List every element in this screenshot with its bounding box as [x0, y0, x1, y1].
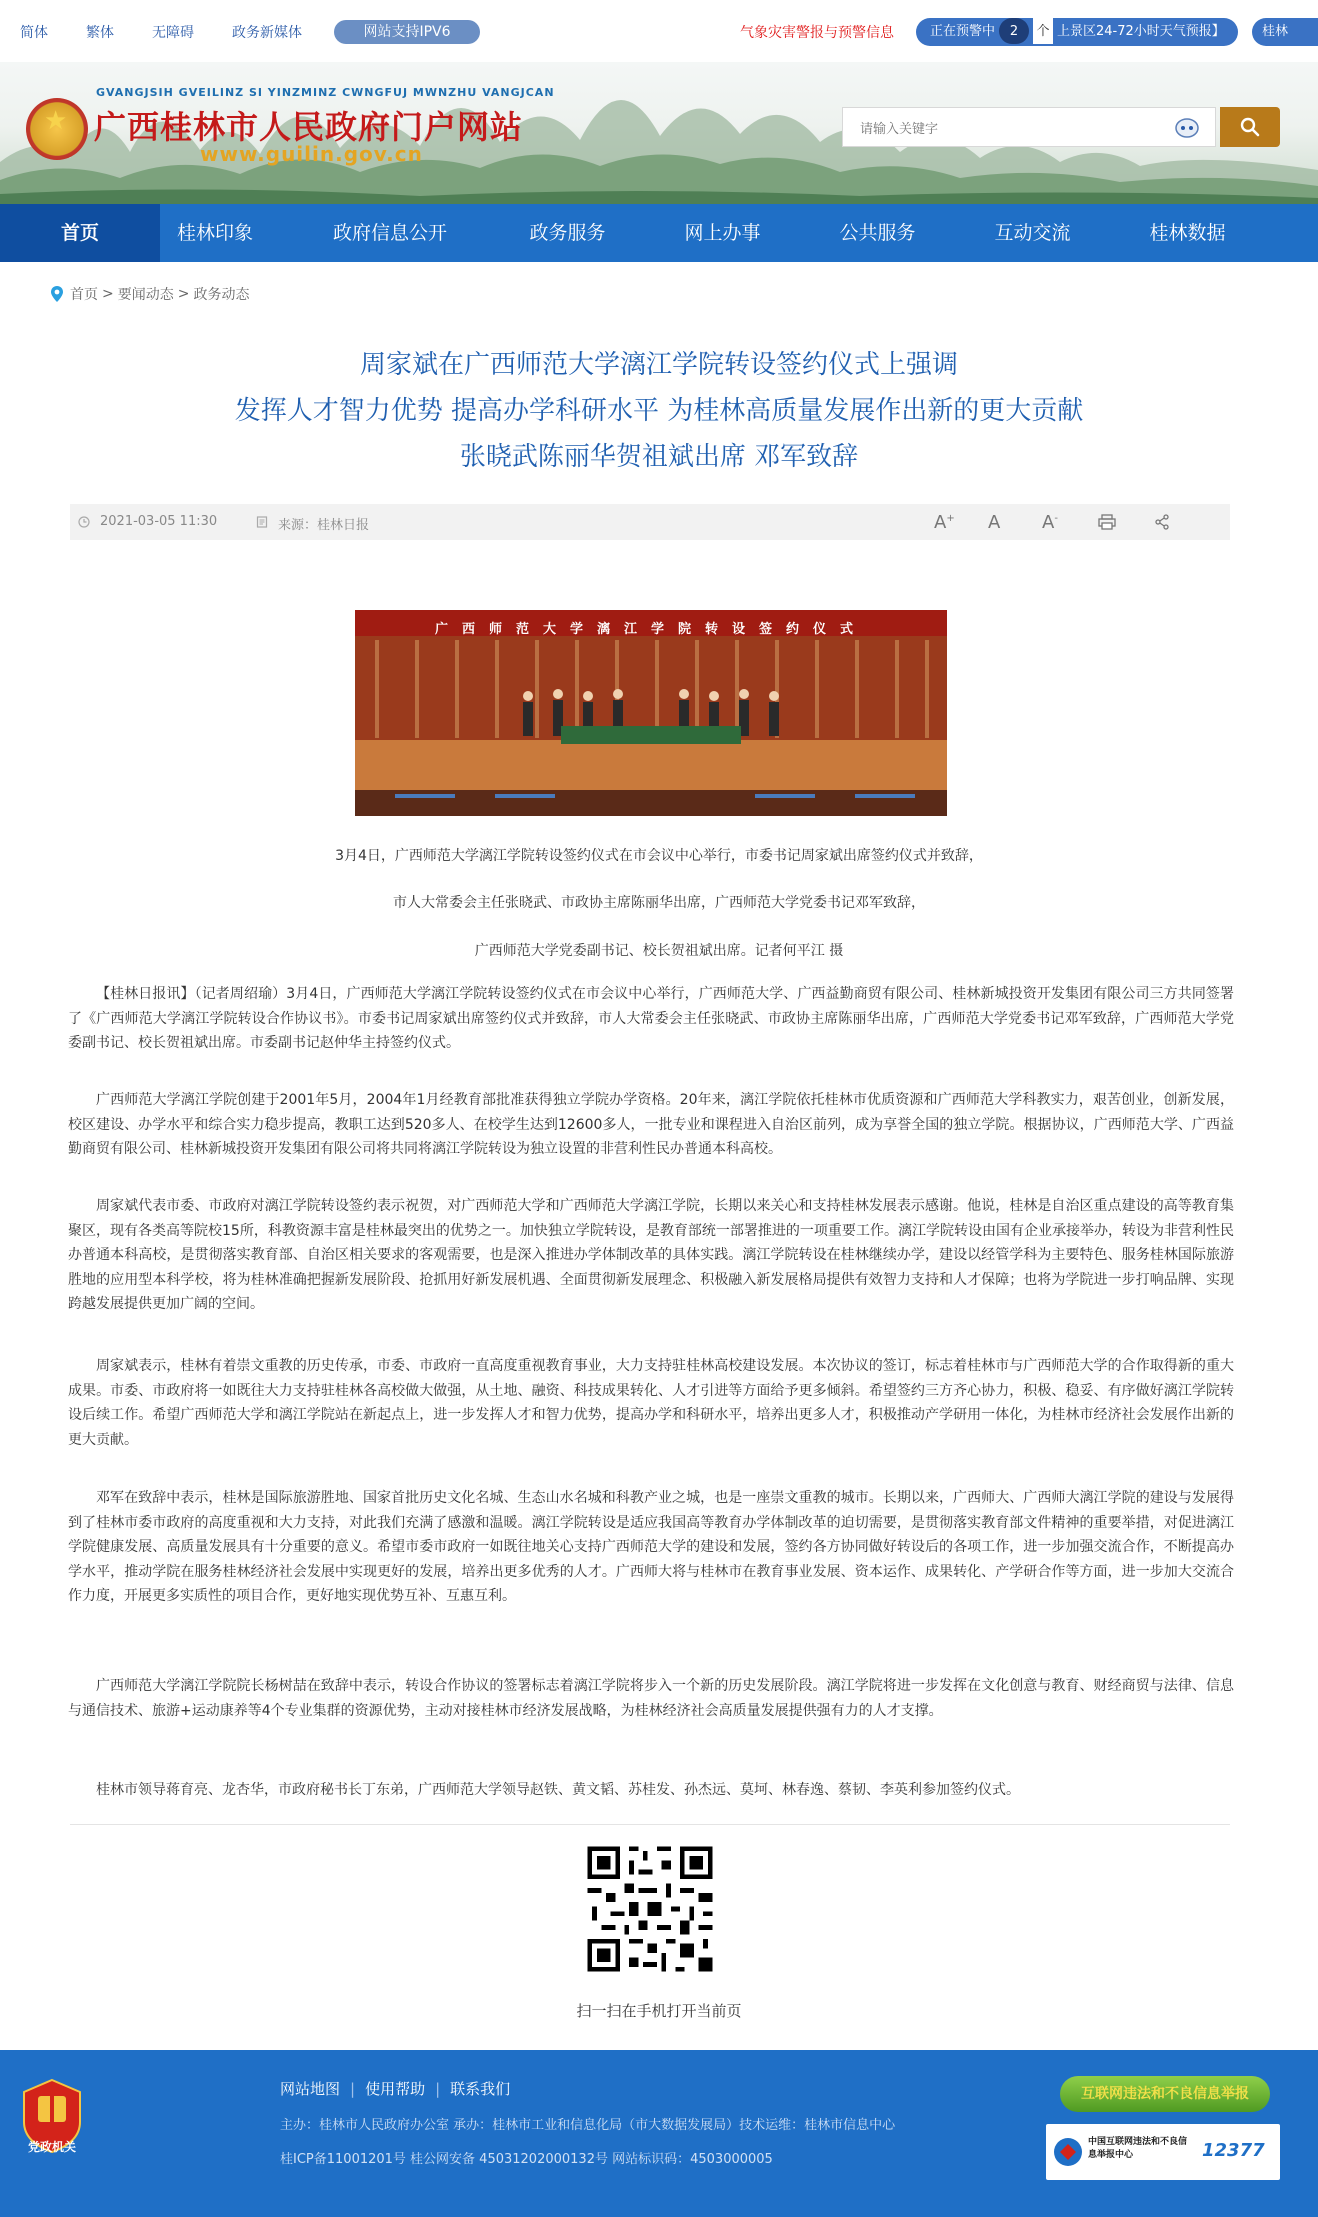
- site-title-pinyin: GVANGJSIH GVEILINZ SI YINZMINZ CWNGFUJ MWNZHU VANGJCAN: [96, 86, 555, 99]
- article-source: 来源：桂林日报: [278, 518, 370, 533]
- badge-label: 党政机关: [27, 2140, 76, 2154]
- breadcrumb-home[interactable]: 首页: [70, 287, 98, 303]
- article-title-line-2: 发挥人才智力优势 提高办学科研水平 为桂林高质量发展作出新的更大贡献: [234, 396, 1084, 426]
- link-new-media[interactable]: 政务新媒体: [232, 25, 302, 41]
- font-decrease-icon[interactable]: A-: [1042, 512, 1058, 533]
- article-paragraph: 【桂林日报讯】（记者周绍瑜）3月4日，广西师范大学漓江学院转设签约仪式在市会议中心举行，广西师范大学、广西益勤商贸有限公司、桂林新城投资开发集团有限公司三方共同签署了《广西师范大学漓江学院转设合作协议书》。市委书记周家斌出席签约仪式并致辞，市人大常委会主任张晓武、市政协主席陈丽华出席，广西师范大学党委书记邓军致辞，广西师范大学党委副书记、校长贺祖斌出席。市委副书记赵仲华主持签约仪式。: [68, 986, 1234, 1051]
- footer-link-help[interactable]: 使用帮助: [365, 2080, 426, 2098]
- breadcrumb-separator: >: [102, 286, 114, 302]
- nav-home[interactable]: 首页: [0, 204, 160, 262]
- article-paragraph: 广西师范大学漓江学院创建于2001年5月，2004年1月经教育部批准获得独立学院办学资格。20年来，漓江学院依托桂林市优质资源和广西师范大学科教实力，艰苦创业，创新发展，校区建设、办学水平和综合实力稳步提高，教职工达到520多人、在校学生达到12600多人，一批专业和课程进入自治区前列，成为享誉全国的独立学院。根据协议，广西师范大学、广西益勤商贸有限公司、桂林新城投资开发集团有限公司将共同将漓江学院转设为独立设置的非营利性民办普通本科高校。: [68, 1092, 1234, 1157]
- emblem-star-icon: ★: [44, 106, 68, 136]
- breadcrumb: [50, 284, 249, 304]
- site-title[interactable]: 广西桂林市人民政府门户网站: [94, 108, 524, 146]
- article-paragraph: 周家斌表示，桂林有着崇文重教的历史传承，市委、市政府一直高度重视教育事业，大力支持驻桂林高校建设发展。本次协议的签订，标志着桂林市与广西师范大学的合作取得新的重大成果。市委、市政府将一如既往大力支持驻桂林各高校做大做强，从土地、融资、科技成果转化、人才引进等方面给予更多倾斜。希望签约三方齐心协力，积极、稳妥、有序做好漓江学院转设后续工作。希望广西师范大学和漓江学院站在新起点上，进一步发挥人才和智力优势，提高办学和科研水平，培养出更多人才，积极推动产学研用一体化，为桂林市经济社会发展作出新的更大贡献。: [68, 1358, 1234, 1448]
- report-hotline: 12377: [1202, 2140, 1265, 2161]
- weather-alert-ticker[interactable]: [916, 18, 1238, 46]
- breadcrumb-separator: >: [177, 286, 190, 302]
- report-center-name: 中国互联网违法和不良信息举报中心: [1088, 2137, 1188, 2160]
- article-paragraph: 广西师范大学漓江学院院长杨树喆在致辞中表示，转设合作协议的签署标志着漓江学院将步入一个新的历史发展阶段。漓江学院将进一步发挥在文化创意与教育、财经商贸与法律、信息与通信技术、旅游+运动康养等4个专业集群的资源优势，主动对接桂林市经济发展战略，为桂林经济社会高质量发展提供强有力的人才支撑。: [68, 1678, 1234, 1719]
- nav-gov-info[interactable]: 政府信息公开: [332, 222, 447, 244]
- report-center-emblem-icon: [1052, 2136, 1084, 2168]
- photo-caption-1: 3月4日，广西师范大学漓江学院转设签约仪式在市会议中心举行，市委书记周家斌出席签约仪式并致辞，: [335, 848, 983, 864]
- source-doc-icon: [256, 516, 268, 528]
- share-icon[interactable]: [1154, 514, 1170, 530]
- breadcrumb-news[interactable]: 要闻动态: [117, 287, 174, 303]
- header-banner: [0, 62, 1318, 204]
- alert-count: 2: [999, 18, 1029, 44]
- footer-link-contact[interactable]: 联系我们: [450, 2080, 511, 2098]
- qr-caption: 扫一扫在手机打开当前页: [576, 2002, 742, 2020]
- nav-online-affairs[interactable]: 网上办事: [684, 222, 761, 244]
- nav-public-services[interactable]: 公共服务: [839, 222, 916, 244]
- alert-prefix: 正在预警中: [930, 24, 996, 39]
- footer-separator: |: [350, 2080, 356, 2098]
- publish-date: 2021-03-05 11:30: [100, 514, 218, 529]
- link-simplified[interactable]: 简体: [20, 25, 48, 41]
- photo-caption-3: 广西师范大学党委副书记、校长贺祖斌出席。记者何平江 摄: [474, 943, 844, 959]
- ipv6-badge: 网站支持IPV6: [334, 20, 480, 44]
- site-url: www.guilin.gov.cn: [200, 142, 423, 166]
- location-pin-icon: [50, 285, 64, 303]
- utility-links: [20, 22, 340, 42]
- main-nav: [0, 204, 1318, 262]
- report-center-logo[interactable]: [1046, 2124, 1280, 2180]
- nav-gov-services[interactable]: 政务服务: [529, 222, 606, 244]
- photo-caption-2: 市人大常委会主任张晓武、市政协主席陈丽华出席，广西师范大学党委书记邓军致辞，: [393, 895, 925, 911]
- clock-icon: [78, 516, 90, 528]
- print-icon[interactable]: [1098, 514, 1116, 530]
- article-photo: [355, 610, 947, 816]
- article-title-line-1: 周家斌在广西师范大学漓江学院转设签约仪式上强调: [359, 350, 958, 380]
- qr-code-image: [583, 1842, 717, 1976]
- footer-separator: |: [435, 2080, 441, 2098]
- search-input[interactable]: [860, 117, 1160, 139]
- footer-links: [280, 2078, 510, 2099]
- nav-guilin-data[interactable]: 桂林数据: [1149, 222, 1226, 244]
- top-utility-bar: [0, 0, 1318, 62]
- alert-forecast: 上景区24-72小时天气预报】: [1057, 24, 1225, 39]
- article-title-line-3: 张晓武陈丽华贺祖斌出席 邓军致辞: [459, 442, 859, 472]
- photo-banner-text: 广西师范大学漓江学院转设签约仪式: [434, 622, 867, 637]
- breadcrumb-gov-news[interactable]: 政务动态: [193, 287, 250, 303]
- article-paragraph: 桂林市领导蒋育亮、龙杏华，市政府秘书长丁东弟，广西师范大学领导赵铁、黄文韬、苏桂发、孙杰远、莫坷、林春逸、蔡韧、李英利参加签约仪式。: [96, 1782, 1020, 1798]
- article-paragraph: 邓军在致辞中表示，桂林是国际旅游胜地、国家首批历史文化名城、生态山水名城和科教产业之城，也是一座崇文重教的城市。长期以来，广西师大、广西师大漓江学院的建设与发展得到了桂林市委市政府的高度重视和大力支持，对此我们充满了感激和温暖。漓江学院转设是适应我国高等教育办学体制改革的迫切需要，是贯彻落实教育部文件精神的重要举措，对促进漓江学院健康发展、高质量发展具有十分重要的意义。希望市委市政府一如既往地关心支持广西师范大学的建设和发展，签约各方协同做好转设后的各项工作，进一步加强交流合作，不断提高办学水平，推动学院在服务桂林经济社会发展中实现更好的发展，培养出更多优秀的人才。广西师大将与桂林市在教育事业发展、资本运作、成果转化、产学研合作等方面，进一步加大交流合作力度，开展更多实质性的项目合作，更好地实现优势互补、互惠互利。: [68, 1490, 1234, 1604]
- city-pill[interactable]: 桂林: [1252, 18, 1318, 46]
- link-traditional[interactable]: 繁体: [86, 25, 114, 41]
- signing-ceremony-photo: [355, 610, 947, 816]
- article-paragraph: 周家斌代表市委、市政府对漓江学院转设签约表示祝贺，对广西师范大学和广西师范大学漓江学院，长期以来关心和支持桂林发展表示感谢。他说，桂林是自治区重点建设的高等教育集聚区，现有各类高等院校15所，科教资源丰富是桂林最突出的优势之一。加快独立学院转设，是教育部统一部署推进的一项重要工作。漓江学院转设由国有企业承接举办，转设为非营利性民办普通本科高校，是贯彻落实教育部、自治区相关要求的客观需要，也是深入推进办学体制改革的具体实践。漓江学院转设在桂林继续办学，建设以经管学科为主要特色、服务桂林国际旅游胜地的应用型本科学校，将为桂林准确把握新发展阶段、抢抓用好新发展机遇、全面贯彻新发展理念、积极融入新发展格局提供有效智力支持和人才保障；也将为学院进一步打响品牌、实现跨越发展提供更加广阔的空间。: [68, 1198, 1234, 1312]
- font-default-icon[interactable]: A: [988, 512, 1001, 533]
- search-button[interactable]: [1220, 107, 1280, 147]
- report-badge[interactable]: 互联网违法和不良信息举报: [1060, 2076, 1270, 2112]
- footer-link-sitemap[interactable]: 网站地图: [280, 2080, 341, 2098]
- footer-icp-info: 桂ICP备11001201号 桂公网安备 45031202000132号 网站标识码：4503000005: [280, 2152, 773, 2167]
- content-divider: [70, 1824, 1230, 1825]
- nav-guilin-impression[interactable]: 桂林印象: [176, 222, 253, 244]
- article-meta-bar: [70, 504, 1230, 540]
- alert-unit: 个: [1033, 18, 1053, 44]
- robot-assistant-icon[interactable]: [1174, 116, 1200, 138]
- search-icon: [1240, 117, 1260, 137]
- font-increase-icon[interactable]: A+: [934, 512, 955, 533]
- weather-alert-link[interactable]: 气象灾害警报与预警信息: [740, 25, 894, 41]
- link-accessibility[interactable]: 无障碍: [152, 25, 194, 41]
- nav-interaction[interactable]: 互动交流: [994, 222, 1071, 244]
- footer-sponsor-info: 主办：桂林市人民政府办公室 承办：桂林市工业和信息化局（市大数据发展局）技术运维：桂林市信息中心: [280, 2118, 896, 2133]
- site-footer: [0, 2050, 1318, 2217]
